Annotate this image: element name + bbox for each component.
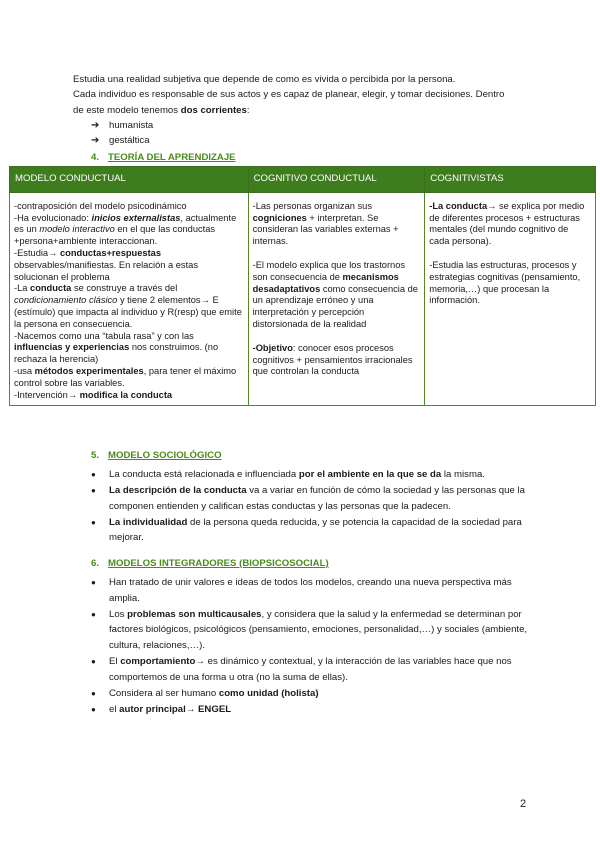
intro-line-2: Cada individuo es responsable de sus actos y es capaz de planear, elegir, y tomar decisiones. Dentro <box>73 89 505 101</box>
list-item: ● La conducta está relacionada e influenciada por el ambiente en la que se da la misma. <box>91 467 531 483</box>
list-item: ● La individualidad de la persona queda reducida, y se potencia la capacidad de la sociedad para mejorar. <box>91 515 531 546</box>
bullet-icon: ● <box>91 470 96 480</box>
section-6-heading: 6. MODELOS INTEGRADORES (BIOPSICOSOCIAL) <box>91 558 329 569</box>
list-item: ● El comportamiento→ es dinámico y contextual, y la interacción de las variables hace que nos comportemos de una forma u otra (no la suma de ellas). <box>91 654 531 685</box>
list-item: ● Considera al ser humano como unidad (holista) <box>91 686 531 702</box>
section-4-heading: 4. TEORÍA DEL APRENDIZAJE <box>91 152 236 163</box>
table-header-row <box>10 167 596 193</box>
cell-cognitivo-conductual: -Las personas organizan sus cogniciones + interpretan. Se consideran las variables externas + internas. -El modelo explica que los trastornos son consecuencia de mecanismos desadaptativos como consecuencia de un aprendizaje erróneo y una interpretación y percepción distorsionada de la realidad -Objetivo: conocer esos procesos cognitivos + pensamientos irracionales que controlan la conducta <box>248 192 425 406</box>
section-6-list <box>91 575 531 717</box>
arrow-icon: ➔ <box>91 119 100 131</box>
intro-line-1: Estudia una realidad subjetiva que depende de como es vivida o percibida por la persona. <box>73 74 456 85</box>
bullet-icon: ● <box>91 688 96 698</box>
list-item: ● La descripción de la conducta va a variar en función de cómo la sociedad y las personas que la componen entienden y califican estas conductas y las personas que la padecen. <box>91 483 531 514</box>
bullet-icon: ● <box>91 657 96 667</box>
table-row <box>10 192 596 406</box>
section-5-heading: 5. MODELO SOCIOLÓGICO <box>91 450 222 461</box>
list-item: ➔ gestáltica <box>91 133 533 148</box>
bullet-icon: ● <box>91 609 96 619</box>
intro-block <box>73 72 533 148</box>
arrow-icon: ➔ <box>91 135 100 147</box>
bullet-icon: ● <box>91 704 96 714</box>
cell-cognitivistas: -La conducta→ se explica por medio de diferentes procesos + estructuras mentales (del mundo cognitivo de cada persona). -Estudia las estructuras, procesos y estrategias cognitivas (pensamiento, memoria,…) que procesan la información. <box>425 192 596 406</box>
section-5-list <box>91 467 531 546</box>
bullet-icon: ● <box>91 517 96 527</box>
section-6 <box>91 556 531 718</box>
list-item: ● Han tratado de unir valores e ideas de todos los modelos, creando una nueva perspectiva más amplia. <box>91 575 531 606</box>
section-5 <box>91 448 531 546</box>
list-item: ● el autor principal→ ENGEL <box>91 702 531 718</box>
page-number: 2 <box>520 798 527 810</box>
list-item: ● Los problemas son multicausales, y considera que la salud y la enfermedad se determinan por factores biológicos, psicológicos (pensamiento, emociones, personalidad,…) y sociales (ambiente, cultura, relaciones,…). <box>91 607 531 654</box>
header-cognitivistas: COGNITIVISTAS <box>425 167 596 193</box>
bullet-icon: ● <box>91 486 96 496</box>
intro-line-3: de este modelo tenemos dos corrientes: <box>73 104 250 116</box>
header-cognitivo-conductual: COGNITIVO CONDUCTUAL <box>248 167 425 193</box>
models-table <box>9 166 596 406</box>
cell-modelo-conductual: -contraposición del modelo psicodinámico -Ha evolucionado: inicios externalistas, actualmente es un modelo interactivo en el que las conductas +persona+ambiente interaccionan. -Estudia→ conductas+respuestas observables/manifiestas. En relación a estas solucionan el problema -La conducta se construye a través del condicionamiento clásico y tiene 2 elementos→ E (estímulo) que impacta al individuo y R(resp) que emite la persona en consecuencia. -Nacemos como una “tabula rasa” y con las influencias y experiencias nos construimos. (no rechaza la herencia) -usa métodos experimentales, para tener el máximo control sobre las variables. -Intervención→ modifica la conducta <box>10 192 249 406</box>
list-item: ➔ humanista <box>91 118 533 133</box>
bullet-icon: ● <box>91 578 96 588</box>
header-modelo-conductual: MODELO CONDUCTUAL <box>10 167 249 193</box>
currents-list <box>91 118 533 149</box>
